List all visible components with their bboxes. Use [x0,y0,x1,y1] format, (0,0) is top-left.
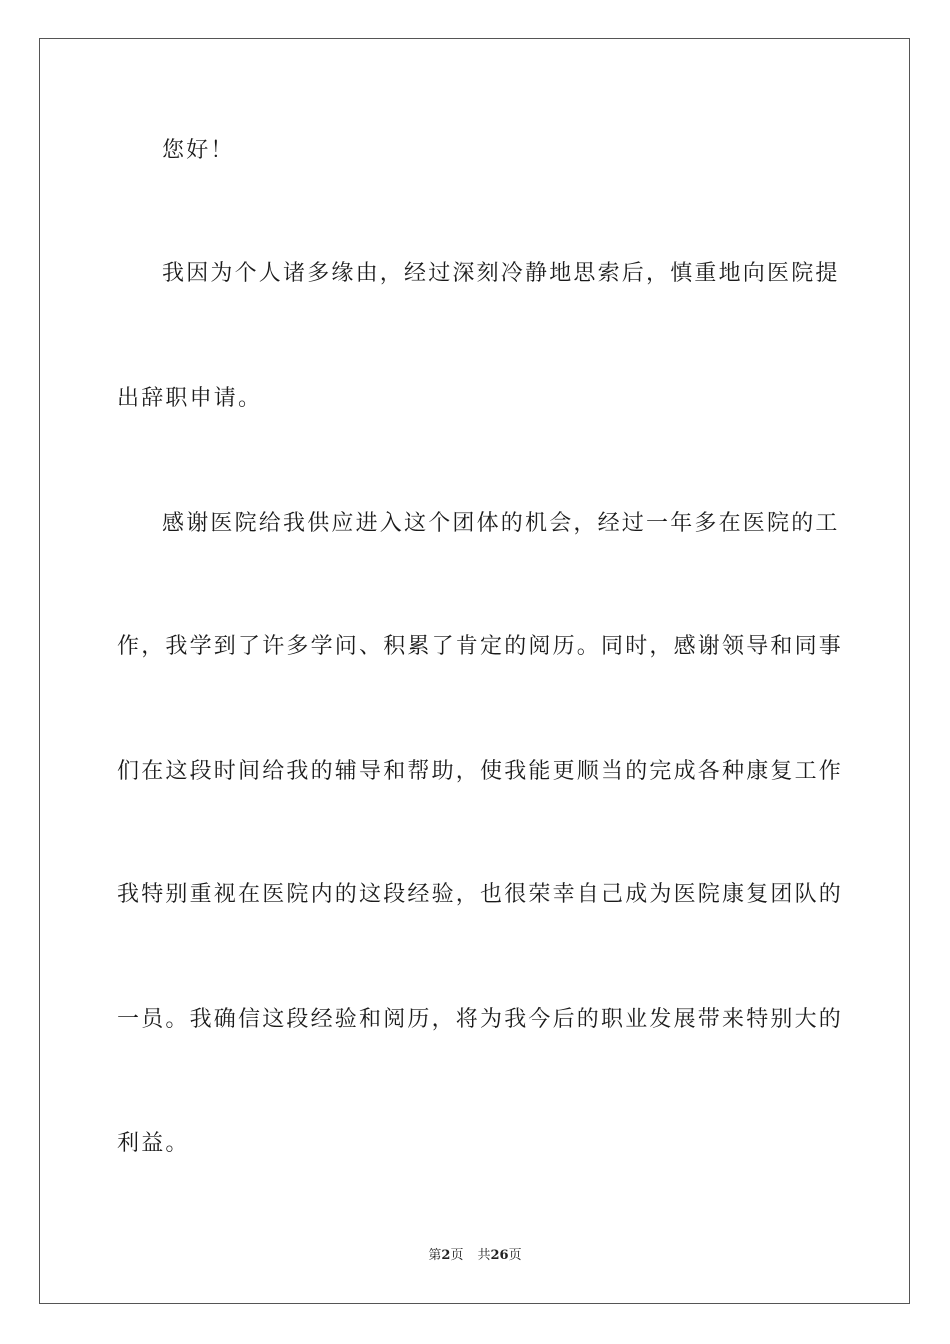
paragraph-line: 们在这段时间给我的辅导和帮助，使我能更顺当的完成各种康复工作 [117,759,844,784]
salutation: 您好！ [162,138,235,163]
paragraph-line: 作，我学到了许多学问、积累了肯定的阅历。同时，感谢领导和同事 [117,634,844,659]
page-number: 2 [441,1248,451,1263]
paragraph-line: 出辞职申请。 [117,386,263,411]
paragraph-line: 感谢医院给我供应进入这个团体的机会，经过一年多在医院的工 [162,511,840,536]
paragraph-line: 我特别重视在医院内的这段经验，也很荣幸自己成为医院康复团队的 [117,882,844,907]
page-prefix: 第 [428,1248,442,1263]
paragraph-line: 一员。我确信这段经验和阅历，将为我今后的职业发展带来特别大的 [117,1007,844,1032]
page-border [39,38,910,1304]
page-footer [0,1247,950,1265]
total-suffix: 页 [508,1248,522,1263]
total-prefix: 共 [477,1248,491,1263]
page-suffix: 页 [450,1248,464,1263]
paragraph-line: 我因为个人诸多缘由，经过深刻冷静地思索后，慎重地向医院提 [162,261,840,286]
total-pages: 26 [490,1248,509,1263]
paragraph-line: 利益。 [117,1131,190,1156]
